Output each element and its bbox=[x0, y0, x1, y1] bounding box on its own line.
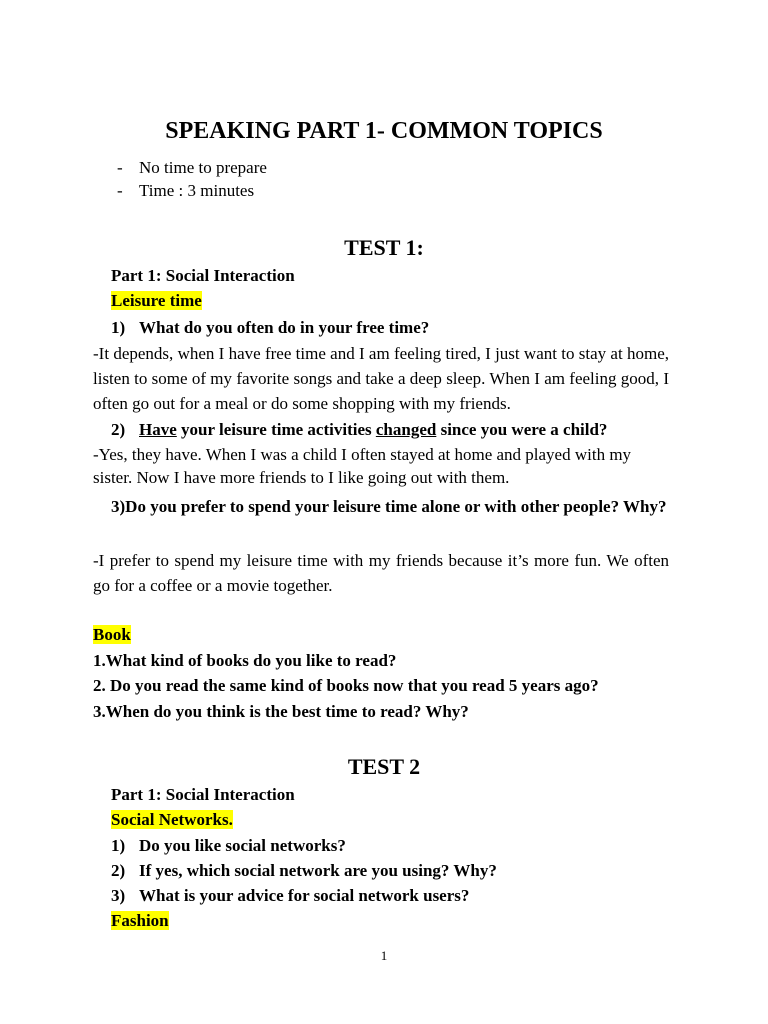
topic-book bbox=[93, 625, 131, 645]
test1-q2-text bbox=[139, 420, 607, 440]
test2-q1-text: Do you like social networks? bbox=[139, 836, 346, 855]
test2-q2-number: 2) bbox=[111, 861, 126, 880]
test2-q1-number: 1) bbox=[111, 836, 126, 855]
topic-highlight: Social Networks. bbox=[111, 810, 233, 829]
bullet-time: Time : 3 minutes bbox=[139, 181, 255, 200]
test1-answer1: -It depends, when I have free time and I am feeling tired, I just want to stay at home, listen to some of my favorite songs and take a deep sleep. When I am feeling good, I often go out for a meal or do some shopping with my friends. bbox=[93, 344, 669, 413]
test1-q1-text: What do you often do in your free time? bbox=[139, 318, 430, 337]
bullet-no-time: No time to prepare bbox=[139, 158, 267, 177]
test2-part-label: Part 1: Social Interaction bbox=[111, 785, 295, 804]
topic-highlight: Book bbox=[93, 625, 131, 644]
test1-q3: 3)Do you prefer to spend your leisure time alone or with other people? Why? bbox=[111, 497, 667, 516]
topic-highlight: Leisure time bbox=[111, 291, 202, 310]
bullet-dash: - bbox=[117, 158, 123, 177]
book-question-2: 2. Do you read the same kind of books now that you read 5 years ago? bbox=[93, 676, 599, 695]
test2-q3-number: 3) bbox=[111, 886, 126, 905]
q2-underlined-changed: changed bbox=[375, 420, 437, 439]
q2-text-part: your leisure time activities bbox=[176, 420, 376, 439]
test2-heading: TEST 2 bbox=[347, 754, 421, 779]
test1-answer2: -Yes, they have. When I was a child I often stayed at home and played with my sister. Now I have more friends to I like going out with them. bbox=[93, 445, 632, 487]
test1-answer3: -I prefer to spend my leisure time with my friends because it’s more fun. We often go for a coffee or a movie together. bbox=[93, 551, 669, 595]
test2-topic-social-networks bbox=[111, 810, 233, 830]
topic-highlight: Fashion bbox=[111, 911, 169, 930]
page-number: 1 bbox=[380, 948, 388, 963]
test1-heading: TEST 1: bbox=[344, 235, 424, 260]
bullet-dash: - bbox=[117, 181, 123, 200]
book-question-3: 3.When do you think is the best time to read? Why? bbox=[93, 702, 469, 721]
test1-part-label: Part 1: Social Interaction bbox=[111, 266, 295, 285]
book-question-1: 1.What kind of books do you like to read? bbox=[93, 651, 397, 670]
test1-q2-number: 2) bbox=[111, 420, 126, 439]
q2-text-part: since you were a child? bbox=[436, 420, 608, 439]
page-title: SPEAKING PART 1- COMMON TOPICS bbox=[165, 118, 603, 144]
test1-topic-leisure bbox=[111, 291, 202, 311]
topic-fashion bbox=[111, 911, 169, 931]
q2-underlined-have: Have bbox=[139, 420, 177, 439]
test2-q2-text: If yes, which social network are you using? Why? bbox=[139, 861, 497, 880]
test1-q1-number: 1) bbox=[111, 318, 126, 337]
test2-q3-text: What is your advice for social network users? bbox=[139, 886, 470, 905]
